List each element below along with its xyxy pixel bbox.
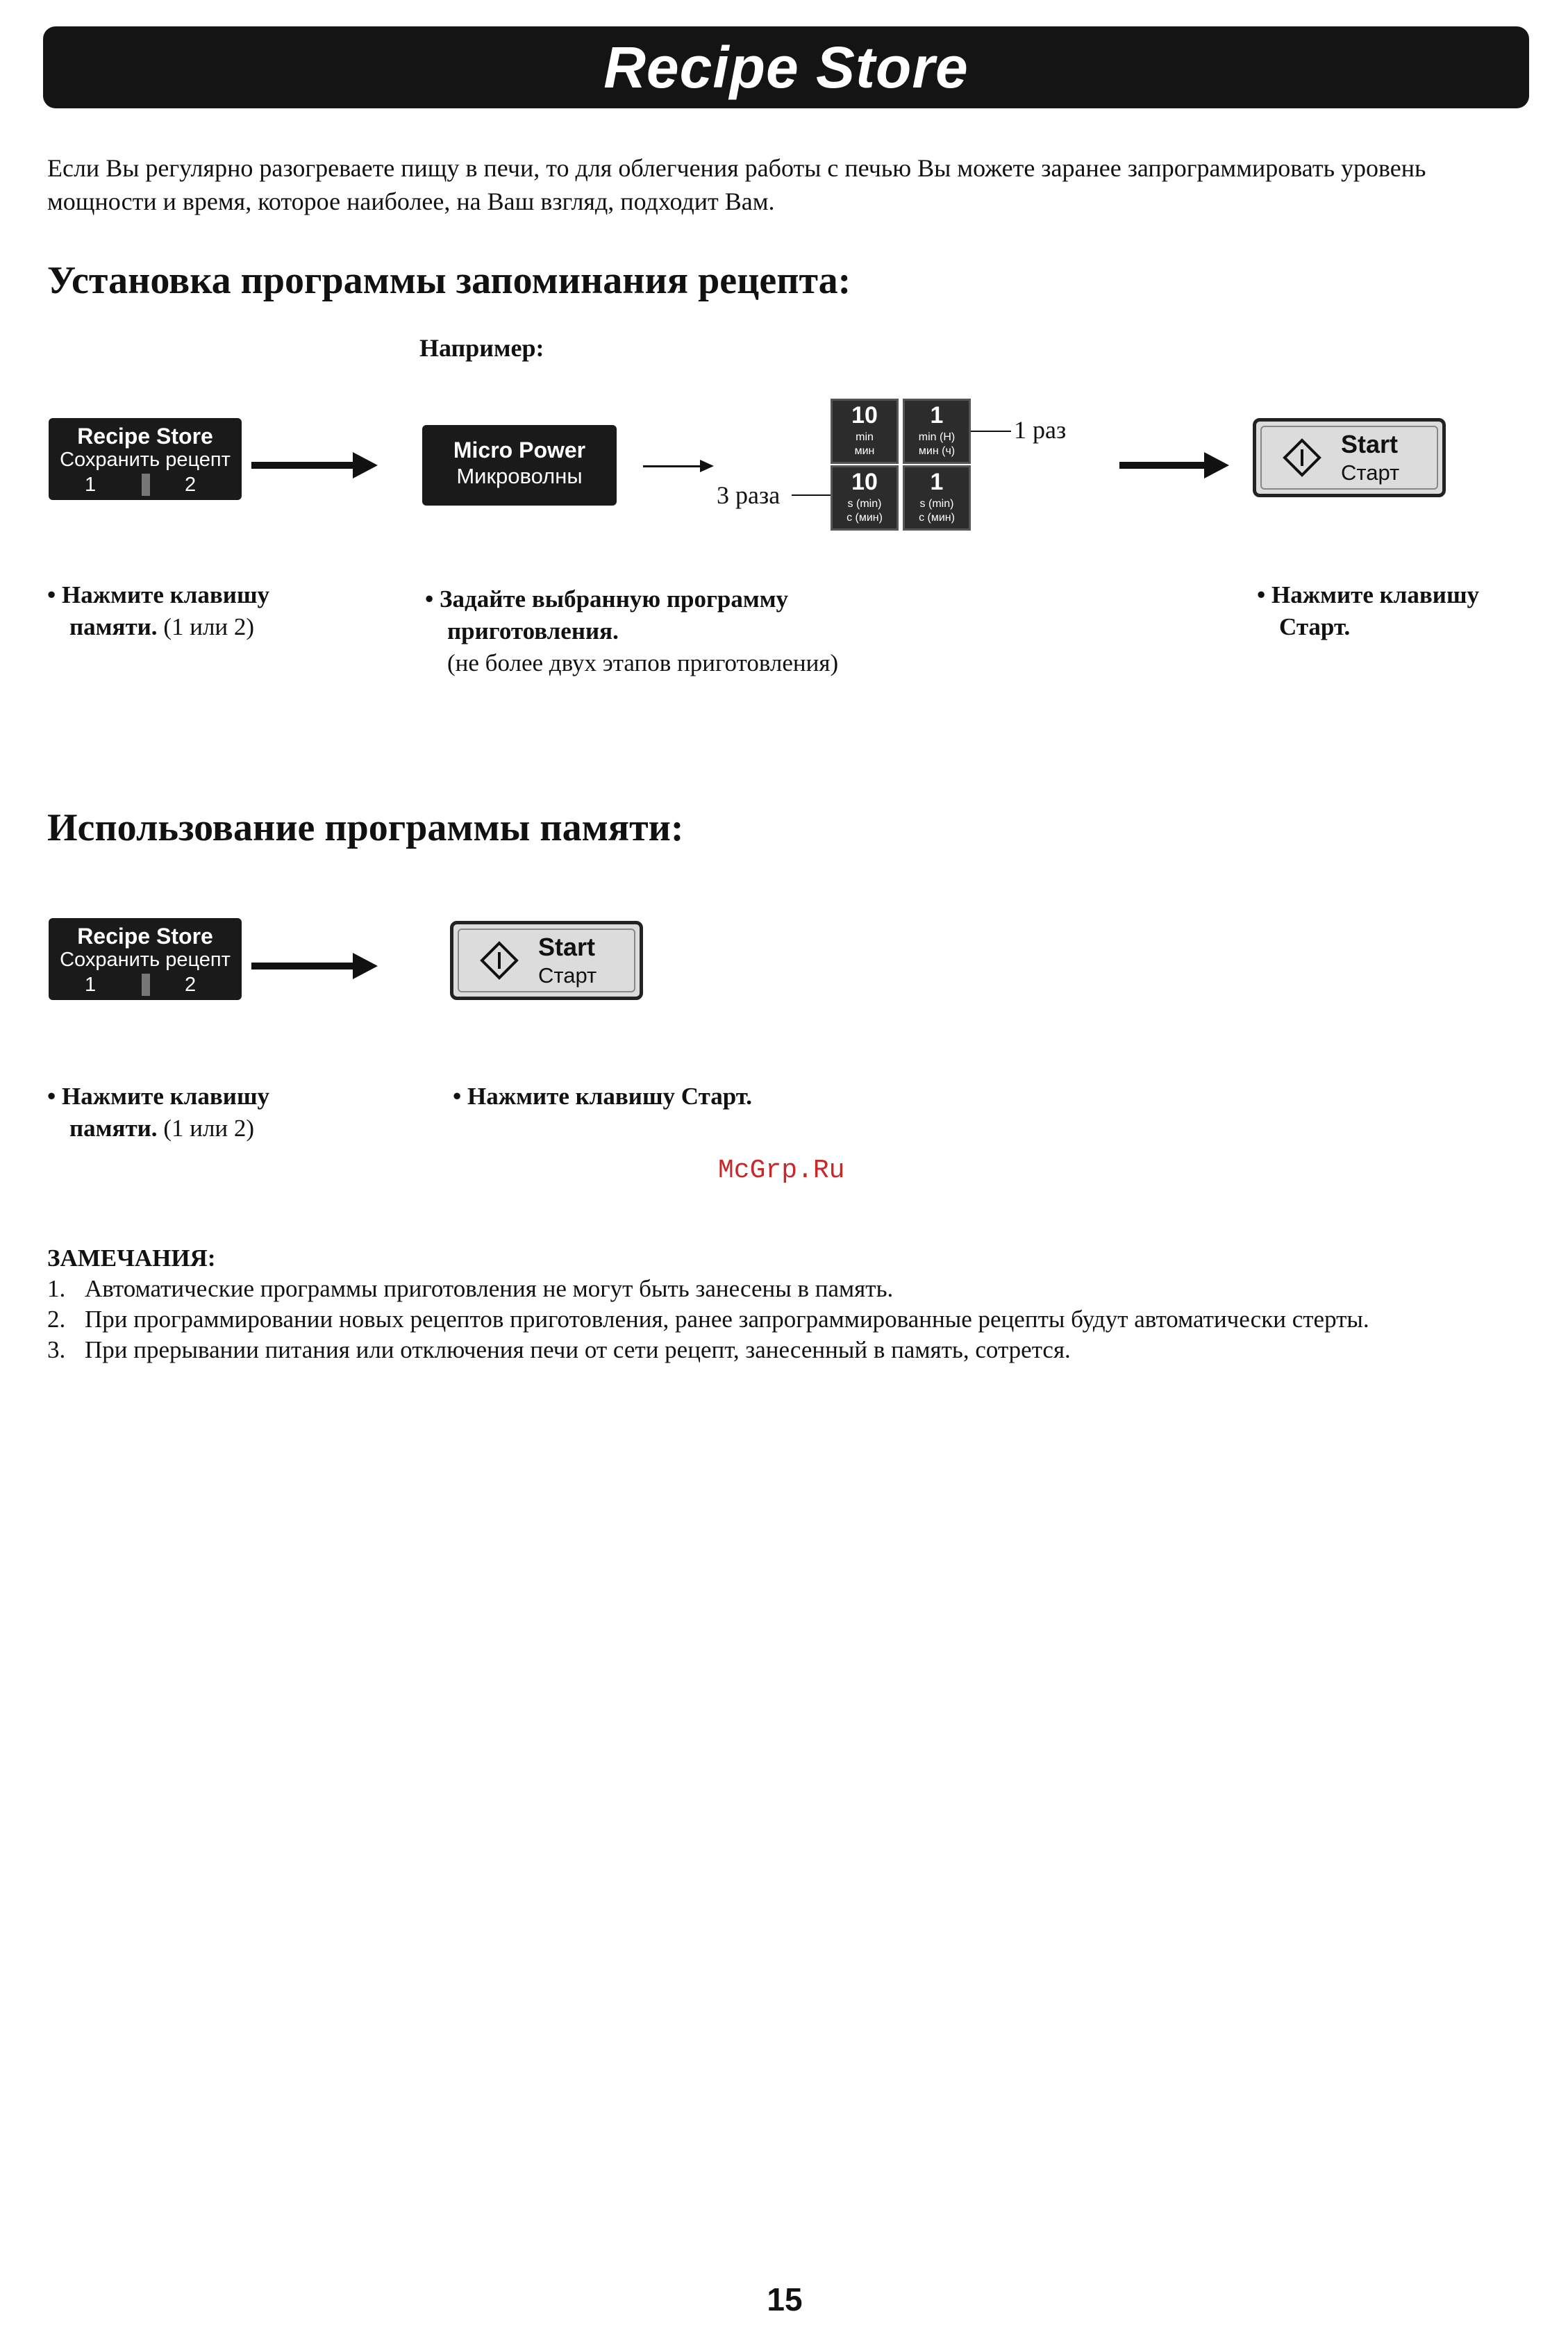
- start-title: Start: [1341, 430, 1399, 458]
- micro-power-title: Micro Power: [453, 438, 586, 463]
- arrow-right-icon: [251, 963, 354, 969]
- note-text: При программировании новых рецептов приготовления, ранее запрограммированные рецепты будут автоматически стерты.: [85, 1306, 1369, 1333]
- recipe-store-num2: 2: [185, 474, 197, 496]
- key-unit-ru: с (мин): [846, 512, 883, 524]
- note-item: [47, 1335, 1540, 1365]
- recipe-store-sub: Сохранить рецепт: [60, 949, 231, 971]
- section2-step1-text: • Нажмите клавишу памяти. (1 или 2): [47, 1083, 270, 1142]
- start-diamond-icon: [1283, 438, 1321, 477]
- step3-bold-a: Нажмите клавишу: [1271, 581, 1480, 608]
- intro-text: Если Вы регулярно разогреваете пищу в печи, то для облегчения работы с печью Вы можете заранее запрограммировать уровень мощности и время, которое наиболее, на Ваш взгляд, подходит Вам.: [47, 154, 1426, 215]
- step2-rest: (не более двух этапов приготовления): [447, 649, 839, 676]
- s2-step1-rest: (1 или 2): [163, 1115, 255, 1142]
- arrow-right-icon: [251, 462, 354, 469]
- note-number: 1.: [47, 1275, 66, 1302]
- recipe-store-num1: 1: [85, 974, 97, 996]
- note-text: Автоматические программы приготовления не могут быть занесены в память.: [85, 1275, 894, 1302]
- start-sub: Старт: [1341, 460, 1400, 485]
- step1-text: • Нажмите клавишу памяти. (1 или 2): [47, 581, 270, 640]
- step3-bold-b: Старт.: [1279, 613, 1351, 640]
- micro-power-button[interactable]: [422, 425, 617, 506]
- times-once-label: 1 раз: [1014, 416, 1067, 444]
- key-unit-ru: с (мин): [919, 512, 955, 524]
- step1-rest: (1 или 2): [163, 613, 255, 640]
- ten-sec-button[interactable]: [831, 465, 899, 531]
- step2-text: • Задайте выбранную программу приготовления. (не более двух этапов приготовления): [425, 585, 839, 676]
- start-title: Start: [538, 933, 596, 961]
- key-digit: 10: [851, 469, 878, 495]
- recipe-store-num2: 2: [185, 974, 197, 996]
- s2-step1-bold-a: Нажмите клавишу: [62, 1083, 270, 1110]
- step2-bold-b: приготовления.: [447, 617, 619, 644]
- notes-title: ЗАМЕЧАНИЯ:: [47, 1245, 216, 1272]
- recipe-store-button[interactable]: [49, 418, 242, 500]
- key-unit: s (min): [919, 498, 954, 510]
- key-digit: 1: [930, 469, 944, 495]
- thin-arrow-right-icon: [643, 465, 701, 467]
- example-label: Например:: [419, 334, 544, 362]
- recipe-store-button-2[interactable]: [49, 918, 242, 1000]
- section1-heading: Установка программы запоминания рецепта:: [47, 259, 851, 302]
- step2-bold-a: Задайте выбранную программу: [440, 585, 789, 613]
- key-unit-ru: мин (ч): [918, 445, 956, 457]
- start-sub: Старт: [538, 963, 597, 988]
- key-separator: [142, 474, 150, 496]
- notes-block: [47, 1243, 1540, 1365]
- s2-step1-bold-b: памяти.: [69, 1115, 158, 1142]
- key-unit: s (min): [847, 498, 882, 510]
- key-unit: min (H): [918, 431, 956, 443]
- key-unit: min: [856, 431, 874, 443]
- start-diamond-icon: [480, 941, 519, 980]
- note-number: 2.: [47, 1306, 66, 1333]
- step1-bold-a: Нажмите клавишу: [62, 581, 270, 608]
- start-button[interactable]: [1253, 418, 1446, 497]
- key-digit: 10: [851, 402, 878, 428]
- page-number: 15: [767, 2281, 803, 2317]
- micro-power-sub: Микроволны: [456, 464, 583, 488]
- page-title: Recipe Store: [603, 34, 969, 100]
- key-digit: 1: [930, 402, 944, 428]
- recipe-store-num1: 1: [85, 474, 97, 496]
- title-bar: [43, 26, 1529, 108]
- start-button-2[interactable]: [450, 921, 643, 1000]
- step1-bold-b: памяти.: [69, 613, 158, 640]
- ten-min-button[interactable]: [831, 399, 899, 464]
- one-sec-button[interactable]: [903, 465, 971, 531]
- leader-line: [971, 431, 1011, 432]
- watermark: McGrp.Ru: [718, 1156, 845, 1185]
- step3-text: • Нажмите клавишу Старт.: [1257, 581, 1480, 640]
- note-item: [47, 1274, 1540, 1304]
- recipe-store-title: Recipe Store: [77, 924, 213, 949]
- note-item: [47, 1304, 1540, 1335]
- recipe-store-title: Recipe Store: [77, 424, 213, 449]
- leader-line: [792, 494, 831, 496]
- times-three-label: 3 раза: [717, 481, 781, 509]
- section2-step2-text: • Нажмите клавишу Старт.: [453, 1083, 753, 1110]
- note-text: При прерывании питания или отключения печи от сети рецепт, занесенный в память, сотрется.: [85, 1336, 1071, 1363]
- s2-step2: Нажмите клавишу Старт.: [467, 1083, 753, 1110]
- recipe-store-sub: Сохранить рецепт: [60, 449, 231, 471]
- section2-heading: Использование программы памяти:: [47, 806, 684, 849]
- note-number: 3.: [47, 1336, 66, 1363]
- key-unit-ru: мин: [854, 445, 875, 457]
- one-min-button[interactable]: [903, 399, 971, 464]
- key-separator: [142, 974, 150, 996]
- arrow-right-icon: [1119, 462, 1206, 469]
